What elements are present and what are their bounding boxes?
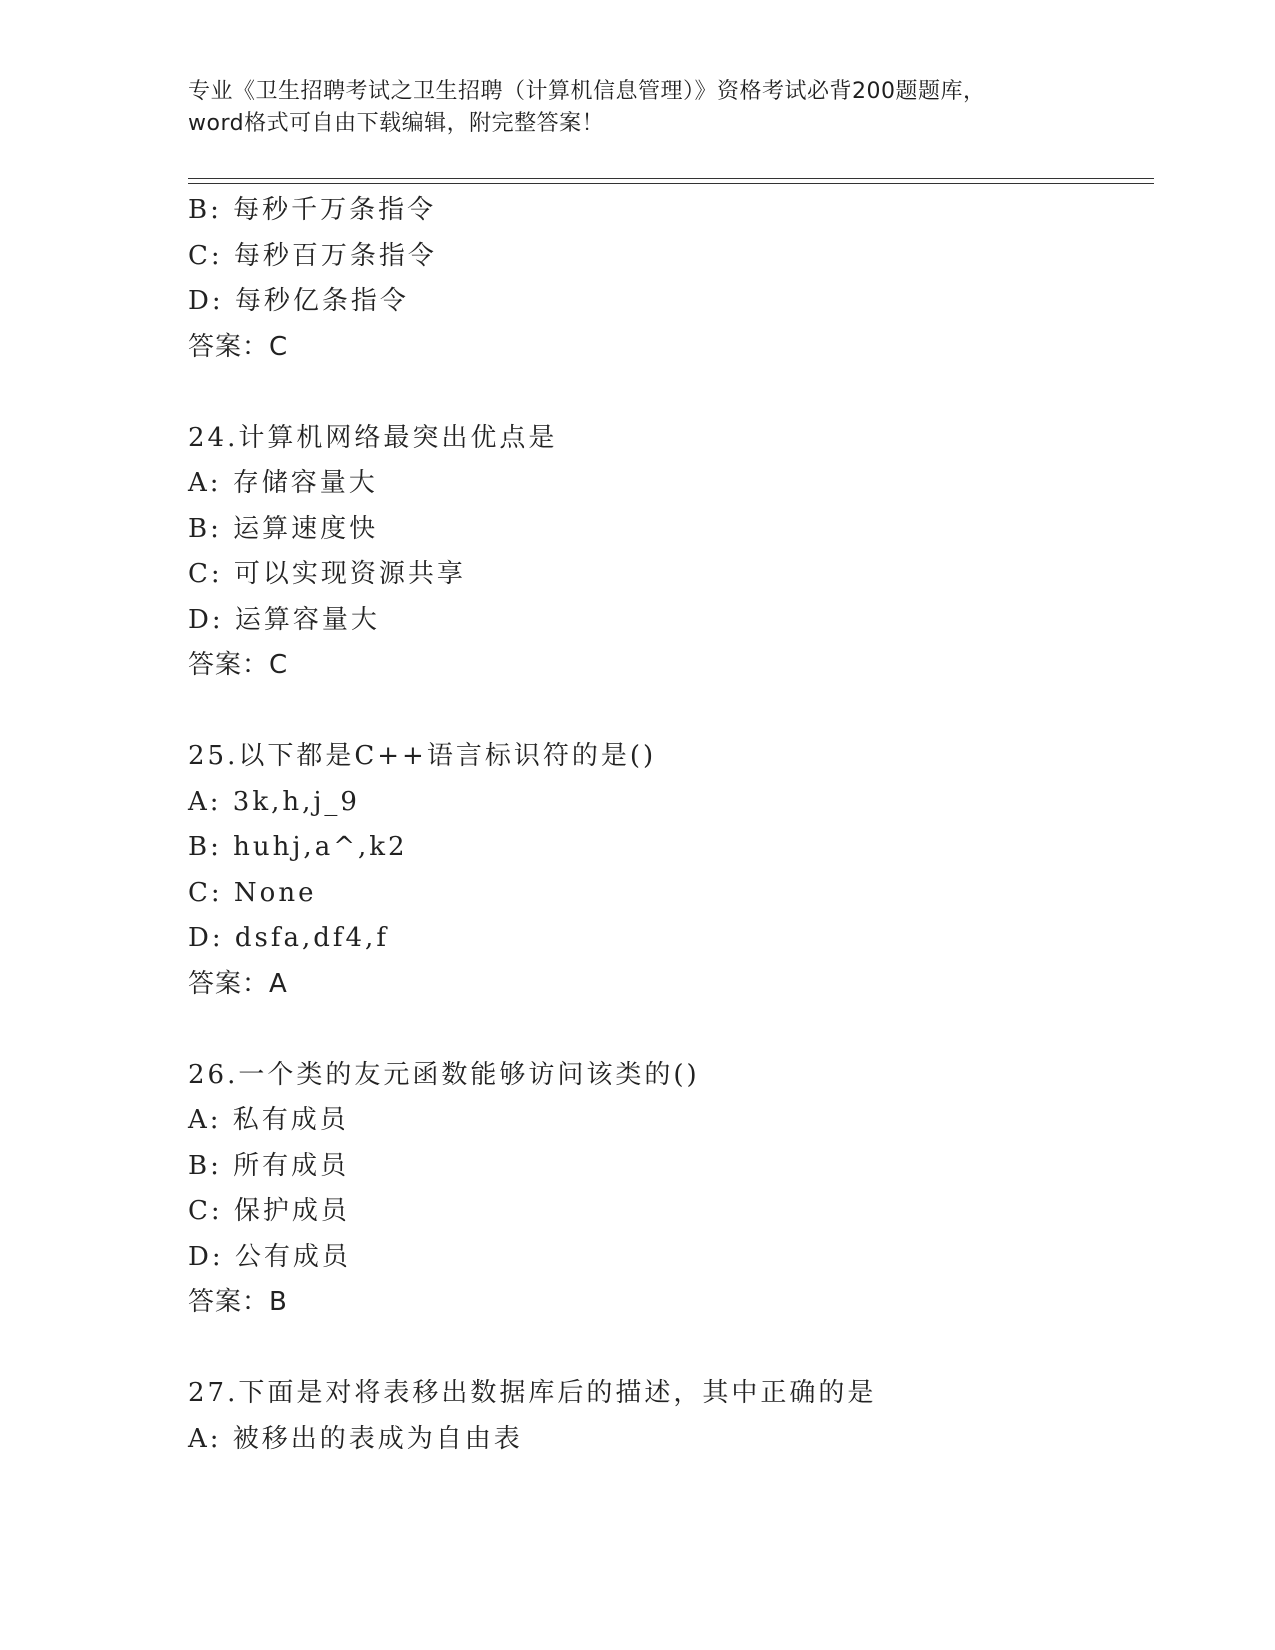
question-24-option-b: B: 运算速度快	[188, 513, 379, 544]
question-24-answer: 答案：C	[188, 650, 289, 680]
question-25-option-c: C: None	[188, 877, 317, 908]
spacer	[188, 370, 1154, 416]
question-26-stem: 26.一个类的友元函数能够访问该类的()	[188, 1059, 700, 1090]
question-25-stem: 25.以下都是C++语言标识符的是()	[188, 741, 657, 771]
question-24-option-d: D: 运算容量大	[188, 604, 380, 635]
question-24-option-c: C: 可以实现资源共享	[188, 559, 466, 589]
question-23-option-b: B: 每秒千万条指令	[188, 195, 437, 225]
question-list	[188, 188, 1154, 1462]
question-25-option-b: B: huhj,a^,k2	[188, 832, 408, 862]
question-24-stem: 24.计算机网络最突出优点是	[188, 422, 558, 453]
question-23-option-d: D: 每秒亿条指令	[188, 286, 409, 316]
question-25-option-a: A: 3k,h,j_9	[188, 786, 360, 817]
header-divider-top	[188, 178, 1154, 179]
spacer	[188, 1007, 1154, 1053]
question-23-option-c: C: 每秒百万条指令	[188, 240, 437, 271]
spacer	[188, 689, 1154, 735]
question-25-answer: 答案：A	[188, 968, 288, 999]
question-23-answer: 答案：C	[188, 331, 289, 362]
question-26-option-c: C: 保护成员	[188, 1196, 350, 1226]
spacer	[188, 1326, 1154, 1372]
question-24-option-a: A: 存储容量大	[188, 468, 378, 498]
question-26-option-a: A: 私有成员	[188, 1105, 349, 1135]
document-header	[188, 76, 1088, 140]
question-26-option-d: D: 公有成员	[188, 1241, 351, 1272]
question-27-option-a: A: 被移出的表成为自由表	[188, 1423, 523, 1454]
question-26-option-b: B: 所有成员	[188, 1150, 350, 1181]
header-line-2: word格式可自由下载编辑，附完整答案！	[188, 111, 605, 136]
header-divider-bottom	[188, 183, 1154, 184]
question-26-answer: 答案：B	[188, 1287, 288, 1317]
question-25-option-d: D: dsfa,df4,f	[188, 923, 389, 953]
question-27-stem: 27.下面是对将表移出数据库后的描述，其中正确的是	[188, 1378, 877, 1408]
header-line-1: 专业《卫生招聘考试之卫生招聘（计算机信息管理）》资格考试必背200题题库，	[188, 79, 986, 104]
